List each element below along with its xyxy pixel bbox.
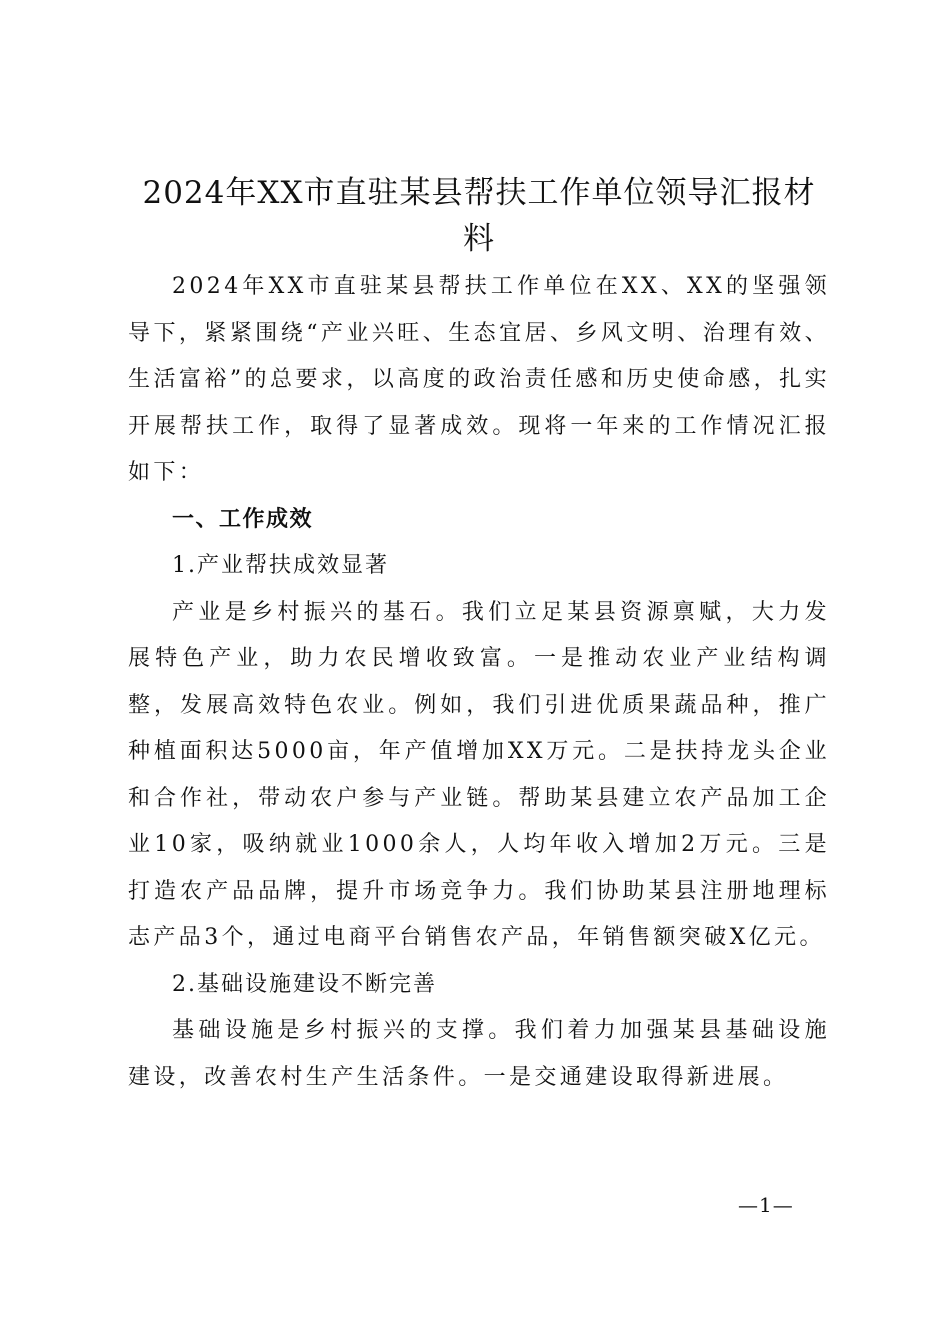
infrastructure-paragraph: 基础设施是乡村振兴的支撑。我们着力加强某县基础设施建设，改善农村生产生活条件。一是交通建设取得新进展。 (128, 1018, 830, 1090)
subsection-heading-industry: 1.产业帮扶成效显著 (172, 553, 389, 578)
section-heading-work-results: 一、工作成效 (172, 506, 314, 532)
intro-paragraph: 2024年XX市直驻某县帮扶工作单位在XX、XX的坚强领导下，紧紧围绕“产业兴旺、生态宜居、乡风文明、治理有效、生活富裕”的总要求，以高度的政治责任感和历史使命感，扎实开展帮扶工作，取得了显著成效。现将一年来的工作情况汇报如下： (128, 274, 830, 485)
document-body (128, 170, 830, 1101)
industry-paragraph: 产业是乡村振兴的基石。我们立足某县资源禀赋，大力发展特色产业，助力农民增收致富。一是推动农业产业结构调整，发展高效特色农业。例如，我们引进优质果蔬品种，推广种植面积达5000亩，年产值增加XX万元。二是扶持龙头企业和合作社，带动农户参与产业链。帮助某县建立农产品加工企业10家，吸纳就业1000余人，人均年收入增加2万元。三是打造农产品品牌，提升市场竞争力。我们协助某县注册地理标志产品3个，通过电商平台销售农产品，年销售额突破X亿元。 (128, 599, 830, 950)
document-title: 2024年XX市直驻某县帮扶工作单位领导汇报材料 (142, 175, 816, 257)
page-number: —1— (738, 1193, 794, 1217)
subsection-heading-infrastructure: 2.基础设施建设不断完善 (172, 971, 437, 997)
